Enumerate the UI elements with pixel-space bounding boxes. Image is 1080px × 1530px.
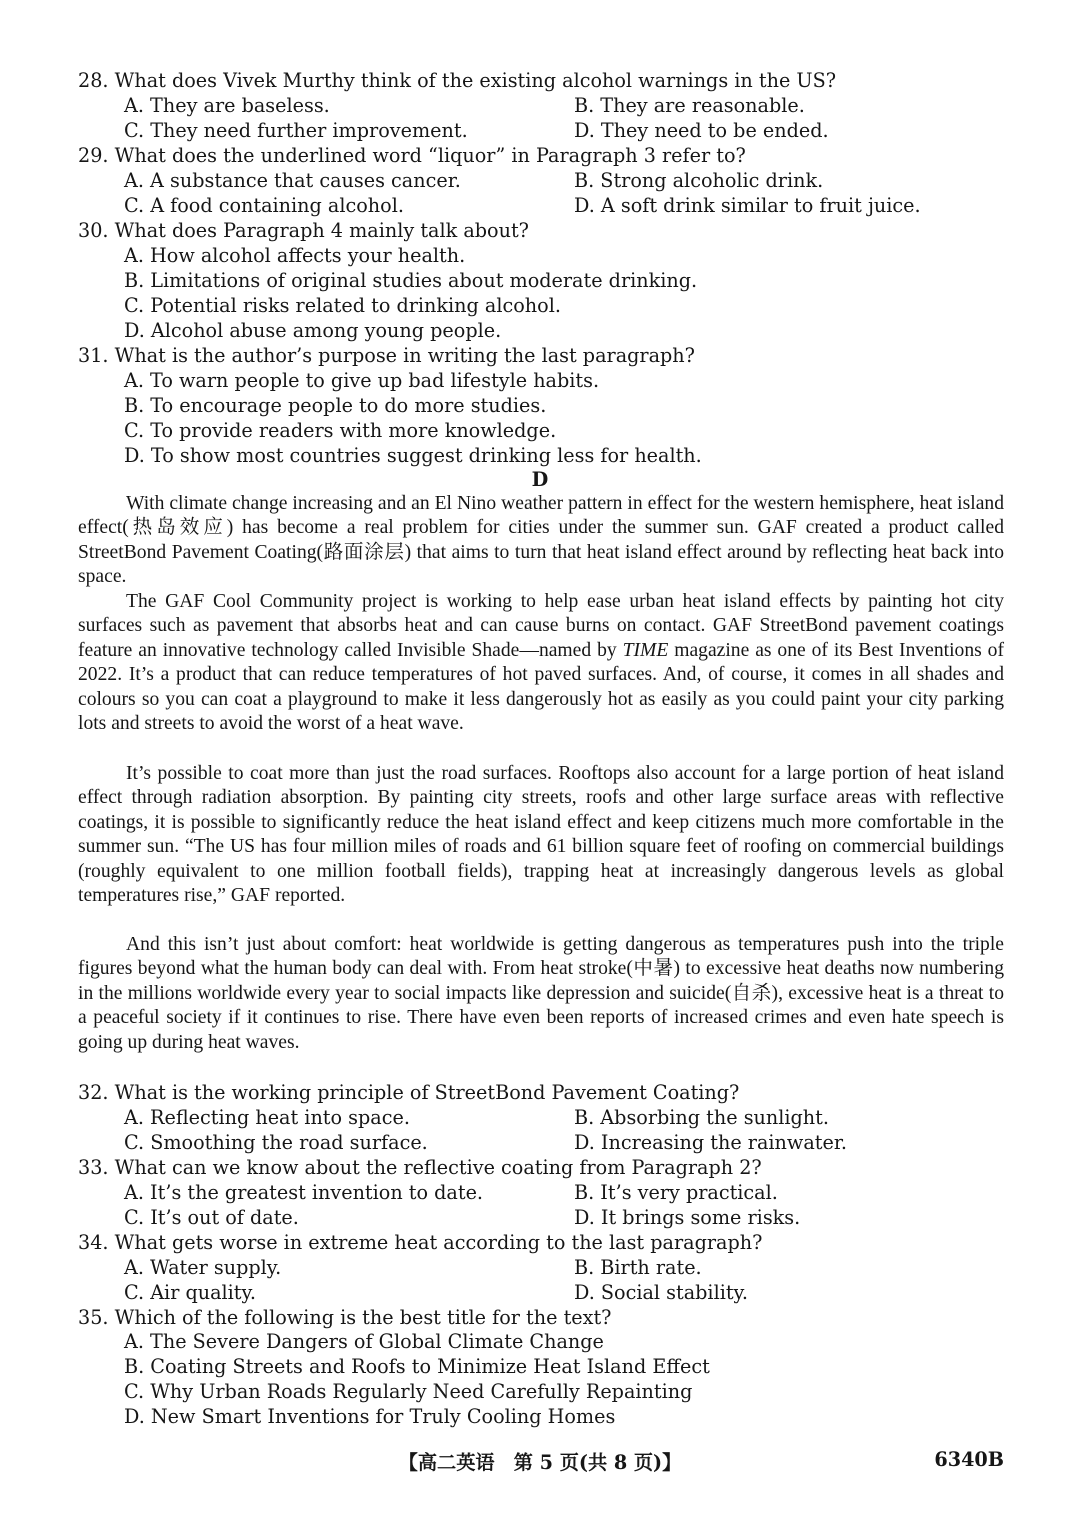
option-b: B. They are reasonable.: [574, 94, 805, 117]
option-a: A. A substance that causes cancer.: [124, 169, 461, 192]
option-d: D. It brings some risks.: [574, 1206, 801, 1229]
option-c: C. Why Urban Roads Regularly Need Carefully Repainting: [124, 1380, 693, 1403]
option-d: D. To show most countries suggest drinking less for health.: [124, 444, 702, 467]
question-34-options-row-1: [124, 1256, 1008, 1281]
question-33-stem: 33. What can we know about the reflective coating from Paragraph 2?: [78, 1156, 762, 1179]
option-d: D. Alcohol abuse among young people.: [124, 319, 502, 342]
question-35-stem: 35. Which of the following is the best title for the text?: [78, 1306, 612, 1329]
question-29-options-row-2: [124, 194, 1008, 219]
passage-paragraph-3: It’s possible to coat more than just the road surfaces. Rooftops also account for a large portion of heat island effect through radiation absorption. By painting city streets, roofs and other large surface areas with reflective coatings, it is possible to significantly reduce the heat island effect and keep citizens much more comfortable in the summer sun. “The US has four million miles of roads and 61 billion square feet of roofing on commercial buildings (roughly equivalent to one million football fields), trapping heat at increasingly dangerous levels as global temperatures rise,” GAF reported.: [78, 763, 1004, 907]
question-31-stem: 31. What is the author’s purpose in writing the last paragraph?: [78, 344, 695, 367]
option-d: D. Increasing the rainwater.: [574, 1131, 847, 1154]
page-number-label: 【高二英语 第 5 页(共 8 页)】: [398, 1451, 682, 1474]
question-28-stem: 28. What does Vivek Murthy think of the existing alcohol warnings in the US?: [78, 69, 836, 92]
option-c: C. Potential risks related to drinking alcohol.: [124, 294, 561, 317]
option-b: B. It’s very practical.: [574, 1181, 778, 1204]
question-32-options-row-2: [124, 1131, 1008, 1156]
paper-code: 6340B: [934, 1448, 1004, 1471]
option-b: B. Birth rate.: [574, 1256, 702, 1279]
option-c: C. Air quality.: [124, 1281, 256, 1304]
option-a: A. To warn people to give up bad lifestyle habits.: [124, 369, 600, 392]
question-30-stem: 30. What does Paragraph 4 mainly talk about?: [78, 219, 529, 242]
option-c: C. To provide readers with more knowledge.: [124, 419, 557, 442]
paragraph-2-text-end: magazine as one of its Best Inventions of 2022. It’s a product that can reduce temperatures of hot paved surfaces. And, of course, it comes in all shades and colours so you can coat a playground to make it less dangerously hot as easily as you could paint your city parking lots and streets to avoid the worst of a heat wave.: [78, 639, 1004, 735]
option-a: A. The Severe Dangers of Global Climate Change: [124, 1330, 604, 1353]
option-d: D. Social stability.: [574, 1281, 748, 1304]
option-d: D. A soft drink similar to fruit juice.: [574, 194, 921, 217]
paragraph-2-text-start: The GAF Cool Community project is working to help ease urban heat island effects by painting hot city surfaces such as pavement that absorbs heat and can cause burns on contact. GAF StreetBond pavement coatings feature an innovative technology called Invisible Shade—named by: [78, 591, 1004, 661]
option-b: B. To encourage people to do more studies.: [124, 394, 547, 417]
option-b: B. Coating Streets and Roofs to Minimize Heat Island Effect: [124, 1355, 710, 1378]
time-magazine-name: TIME: [622, 639, 669, 661]
option-a: A. How alcohol affects your health.: [124, 244, 466, 267]
option-c: C. Smoothing the road surface.: [124, 1131, 428, 1154]
option-a: A. It’s the greatest invention to date.: [124, 1181, 484, 1204]
question-28-options-row-2: [124, 119, 1008, 144]
option-c: C. They need further improvement.: [124, 119, 468, 142]
question-29-stem: 29. What does the underlined word “liquor” in Paragraph 3 refer to?: [78, 144, 746, 167]
option-b: B. Absorbing the sunlight.: [574, 1106, 829, 1129]
question-34-stem: 34. What gets worse in extreme heat according to the last paragraph?: [78, 1231, 763, 1254]
page-footer: [0, 1448, 1080, 1476]
option-c: C. A food containing alcohol.: [124, 194, 404, 217]
section-d-heading: D: [531, 468, 549, 491]
question-28-options-row-1: [124, 94, 1008, 119]
option-c: C. It’s out of date.: [124, 1206, 299, 1229]
option-a: A. Water supply.: [124, 1256, 282, 1279]
passage-paragraph-2: [78, 590, 1004, 736]
question-32-stem: 32. What is the working principle of StreetBond Pavement Coating?: [78, 1081, 740, 1104]
question-33-options-row-1: [124, 1181, 1008, 1206]
question-34-options-row-2: [124, 1281, 1008, 1306]
question-32-options-row-1: [124, 1106, 1008, 1131]
passage-paragraph-4: And this isn’t just about comfort: heat worldwide is getting dangerous as temperatures push into the triple figures beyond what the human body can deal with. From heat stroke(中暑) to excessive heat deaths now numbering in the millions worldwide every year to social impacts like depression and suicide(自杀), excessive heat is a threat to a peaceful society if it continues to rise. There have even been reports of increased crimes and even hate speech is going up during heat waves.: [78, 934, 1004, 1053]
question-33-options-row-2: [124, 1206, 1008, 1231]
option-a: A. Reflecting heat into space.: [124, 1106, 410, 1129]
question-29-options-row-1: [124, 169, 1008, 194]
passage-paragraph-1: With climate change increasing and an El Nino weather pattern in effect for the western hemisphere, heat island effect(热岛效应) has become a real problem for cities under the summer sun. GAF created a product called StreetBond Pavement Coating(路面涂层) that aims to turn that heat island effect around by reflecting heat back into space.: [78, 493, 1004, 588]
option-d: D. New Smart Inventions for Truly Cooling Homes: [124, 1405, 616, 1428]
option-d: D. They need to be ended.: [574, 119, 829, 142]
option-b: B. Strong alcoholic drink.: [574, 169, 824, 192]
option-a: A. They are baseless.: [124, 94, 330, 117]
option-b: B. Limitations of original studies about moderate drinking.: [124, 269, 698, 292]
